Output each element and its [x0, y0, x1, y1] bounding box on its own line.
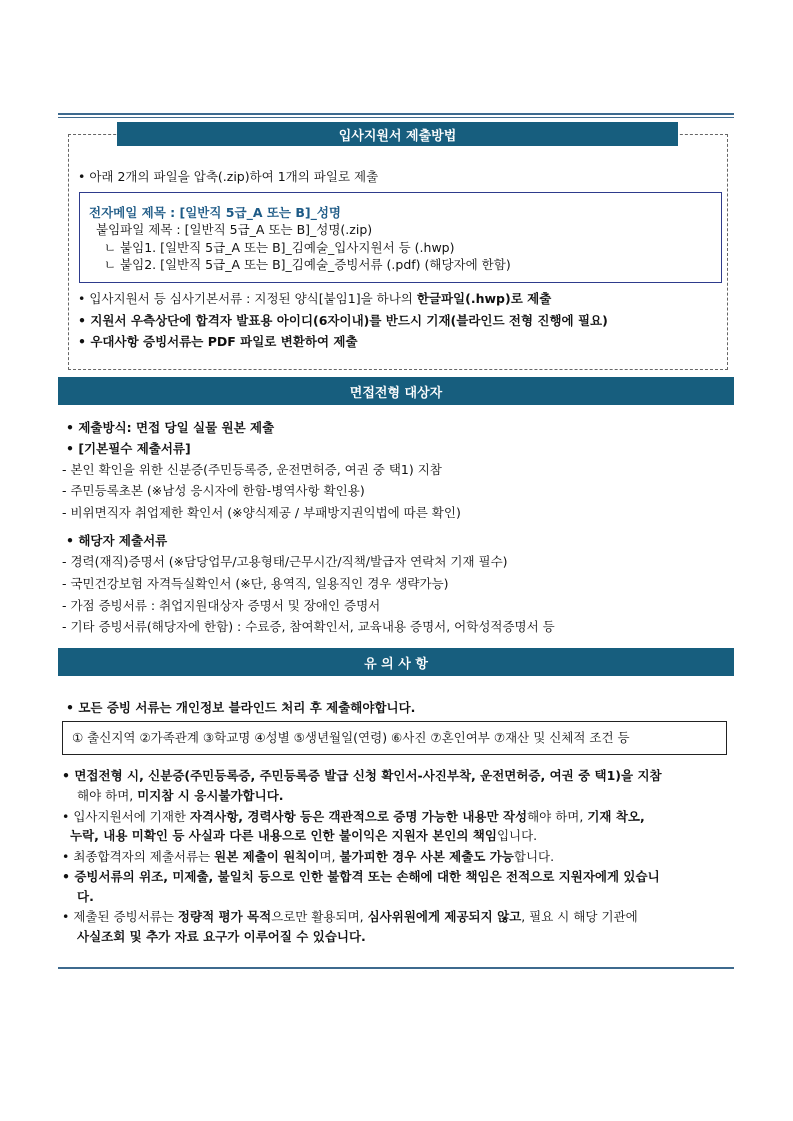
basic-docs-text: 입사지원서 등 심사기본서류 : 지정된 양식[붙임1]을 하나의: [89, 291, 417, 306]
notice-forgery-text: 증빙서류의 위조, 미제출, 불일치 등으로 인한 불합격 또는 손해에 대한 책임은 전적으로 지원자에게 있습니: [74, 869, 660, 884]
top-divider-thin: [58, 117, 734, 118]
notice-usage-d: 심사위원에게 제공되지 않고: [367, 909, 522, 924]
extra-doc-item: - 기타 증빙서류(해당자에 한함) : 수료증, 참여확인서, 교육내용 증명서, 어학성적증명서 등: [62, 619, 555, 634]
notice-id-card: • 면접전형 시, 신분증(주민등록증, 주민등록증 발급 신청 확인서-사진부착, 운전면허증, 여권 중 택1)을 지참: [62, 768, 662, 783]
attachment-2: ㄴ 붙임2. [일반직 5급_A 또는 B]_김예술_증빙서류 (.pdf) (해당자에 한함): [104, 257, 511, 272]
bullet-pdf-notice: • 우대사항 증빙서류는 PDF 파일로 변환하여 제출: [78, 334, 358, 349]
notice-id-card-text: 면접전형 시, 신분증(주민등록증, 주민등록증 발급 신청 확인서-사진부착, 운전면허증, 여권 중 택1)을 지참: [74, 768, 662, 783]
blind-notice: • 모든 증빙 서류는 개인정보 블라인드 처리 후 제출해야합니다.: [66, 700, 416, 715]
notice-id-card-line2: [77, 787, 284, 805]
top-divider: [58, 113, 734, 115]
notice-section-title: 유 의 사 항: [58, 648, 734, 676]
notice-forgery-line2: 다.: [77, 889, 94, 904]
extra-docs-heading: • 해당자 제출서류: [66, 533, 168, 548]
attachment-name: 붙임파일 제목 : [일반직 5급_A 또는 B]_성명(.zip): [96, 222, 373, 237]
intro-text: 아래 2개의 파일을 압축(.zip)하여 1개의 파일로 제출: [89, 169, 379, 184]
basic-doc-item: - 주민등록초본 (※남성 응시자에 한함-병역사항 확인용): [62, 483, 365, 498]
blind-notice-text: 모든 증빙 서류는 개인정보 블라인드 처리 후 제출해야합니다.: [78, 700, 416, 715]
notice-qualification-line2-text: 입니다.: [496, 828, 538, 843]
interview-section-title: 면접전형 대상자: [58, 377, 734, 405]
notice-qualification-c: 해야 하며,: [527, 809, 588, 824]
notice-original-b: 원본 제출이 원칙이: [214, 849, 320, 864]
submission-method: • 제출방식: 면접 당일 실물 원본 제출: [66, 420, 275, 435]
notice-qualification-b: 자격사항, 경력사항 등은 객관적으로 증명 가능한 내용만 작성: [189, 809, 528, 824]
notice-id-card-line2-text: 해야 하며,: [77, 788, 138, 803]
email-subject: 전자메일 제목 : [일반직 5급_A 또는 B]_성명: [89, 205, 341, 220]
basic-docs-emphasis: 한글파일(.hwp)로 제출: [416, 291, 552, 306]
submission-method-title: 입사지원서 제출방법: [117, 122, 678, 146]
extra-doc-item: - 경력(재직)증명서 (※담당업무/고용형태/근무시간/직책/발급자 연락처 기재 필수): [62, 554, 508, 569]
notice-original-a: 최종합격자의 제출서류는: [73, 849, 215, 864]
submission-method-text: 제출방식: 면접 당일 실물 원본 제출: [78, 420, 275, 435]
notice-qualification-line2-emphasis: 누락, 내용 미확인 등 사실과 다른 내용으로 인한 불이익은 지원자 본인의 책임: [70, 828, 497, 843]
id-notice-text: 지원서 우측상단에 합격자 발표용 아이디(6자이내)를 반드시 기재(블라인드 전형 진행에 필요): [90, 313, 608, 328]
notice-original-c: 며,: [319, 849, 340, 864]
basic-docs-heading: • [기본필수 제출서류]: [66, 441, 191, 456]
pdf-notice-text: 우대사항 증빙서류는 PDF 파일로 변환하여 제출: [90, 334, 358, 349]
notice-qualification-d: 기재 착오,: [587, 809, 645, 824]
notice-usage: • 제출된 증빙서류는 정량적 평가 목적으로만 활용되며, 심사위원에게 제공되지 않고, 필요 시 해당 기관에: [62, 909, 638, 924]
notice-qualification: • 입사지원서에 기재한 자격사항, 경력사항 등은 객관적으로 증명 가능한 내용만 작성해야 하며, 기재 착오,: [62, 809, 645, 824]
notice-usage-c: 으로만 활용되며,: [271, 909, 368, 924]
bottom-divider: [58, 967, 734, 969]
notice-usage-b: 정량적 평가 목적: [177, 909, 272, 924]
blind-items: ① 출신지역 ②가족관계 ③학교명 ④성별 ⑤생년월일(연령) ⑥사진 ⑦혼인여부 ⑦재산 및 신체적 조건 등: [72, 730, 630, 745]
notice-usage-e: , 필요 시 해당 기관에: [521, 909, 638, 924]
extra-docs-heading-text: 해당자 제출서류: [78, 533, 168, 548]
notice-forgery: • 증빙서류의 위조, 미제출, 불일치 등으로 인한 불합격 또는 손해에 대한 책임은 전적으로 지원자에게 있습니: [62, 869, 660, 884]
extra-doc-item: - 국민건강보험 자격득실확인서 (※단, 용역직, 일용직인 경우 생략가능): [62, 576, 449, 591]
notice-id-card-line2-emphasis: 미지참 시 응시불가합니다.: [137, 788, 284, 803]
basic-doc-item: - 본인 확인을 위한 신분증(주민등록증, 운전면허증, 여권 중 택1) 지참: [62, 462, 442, 477]
notice-usage-a: 제출된 증빙서류는: [73, 909, 178, 924]
intro-bullet: • 아래 2개의 파일을 압축(.zip)하여 1개의 파일로 제출: [78, 169, 379, 184]
bullet-basic-docs: • 입사지원서 등 심사기본서류 : 지정된 양식[붙임1]을 하나의 한글파일(.hwp)로 제출: [78, 291, 552, 306]
basic-docs-heading-text: [기본필수 제출서류]: [78, 441, 191, 456]
basic-doc-item: - 비위면직자 취업제한 확인서 (※양식제공 / 부패방지권익법에 따른 확인): [62, 505, 461, 520]
notice-usage-line2: 사실조회 및 추가 자료 요구가 이루어질 수 있습니다.: [77, 929, 366, 944]
notice-original-e: 합니다.: [513, 849, 555, 864]
extra-doc-item: - 가점 증빙서류 : 취업지원대상자 증명서 및 장애인 증명서: [62, 598, 381, 613]
notice-qualification-a: 입사지원서에 기재한: [73, 809, 190, 824]
notice-original-d: 불가피한 경우 사본 제출도 가능: [339, 849, 514, 864]
bullet-id-notice: • 지원서 우측상단에 합격자 발표용 아이디(6자이내)를 반드시 기재(블라인드 전형 진행에 필요): [78, 313, 608, 328]
notice-qualification-line2: [70, 827, 537, 845]
notice-original-docs: • 최종합격자의 제출서류는 원본 제출이 원칙이며, 불가피한 경우 사본 제출도 가능합니다.: [62, 849, 555, 864]
attachment-1: ㄴ 붙임1. [일반직 5급_A 또는 B]_김예술_입사지원서 등 (.hwp): [104, 240, 455, 255]
